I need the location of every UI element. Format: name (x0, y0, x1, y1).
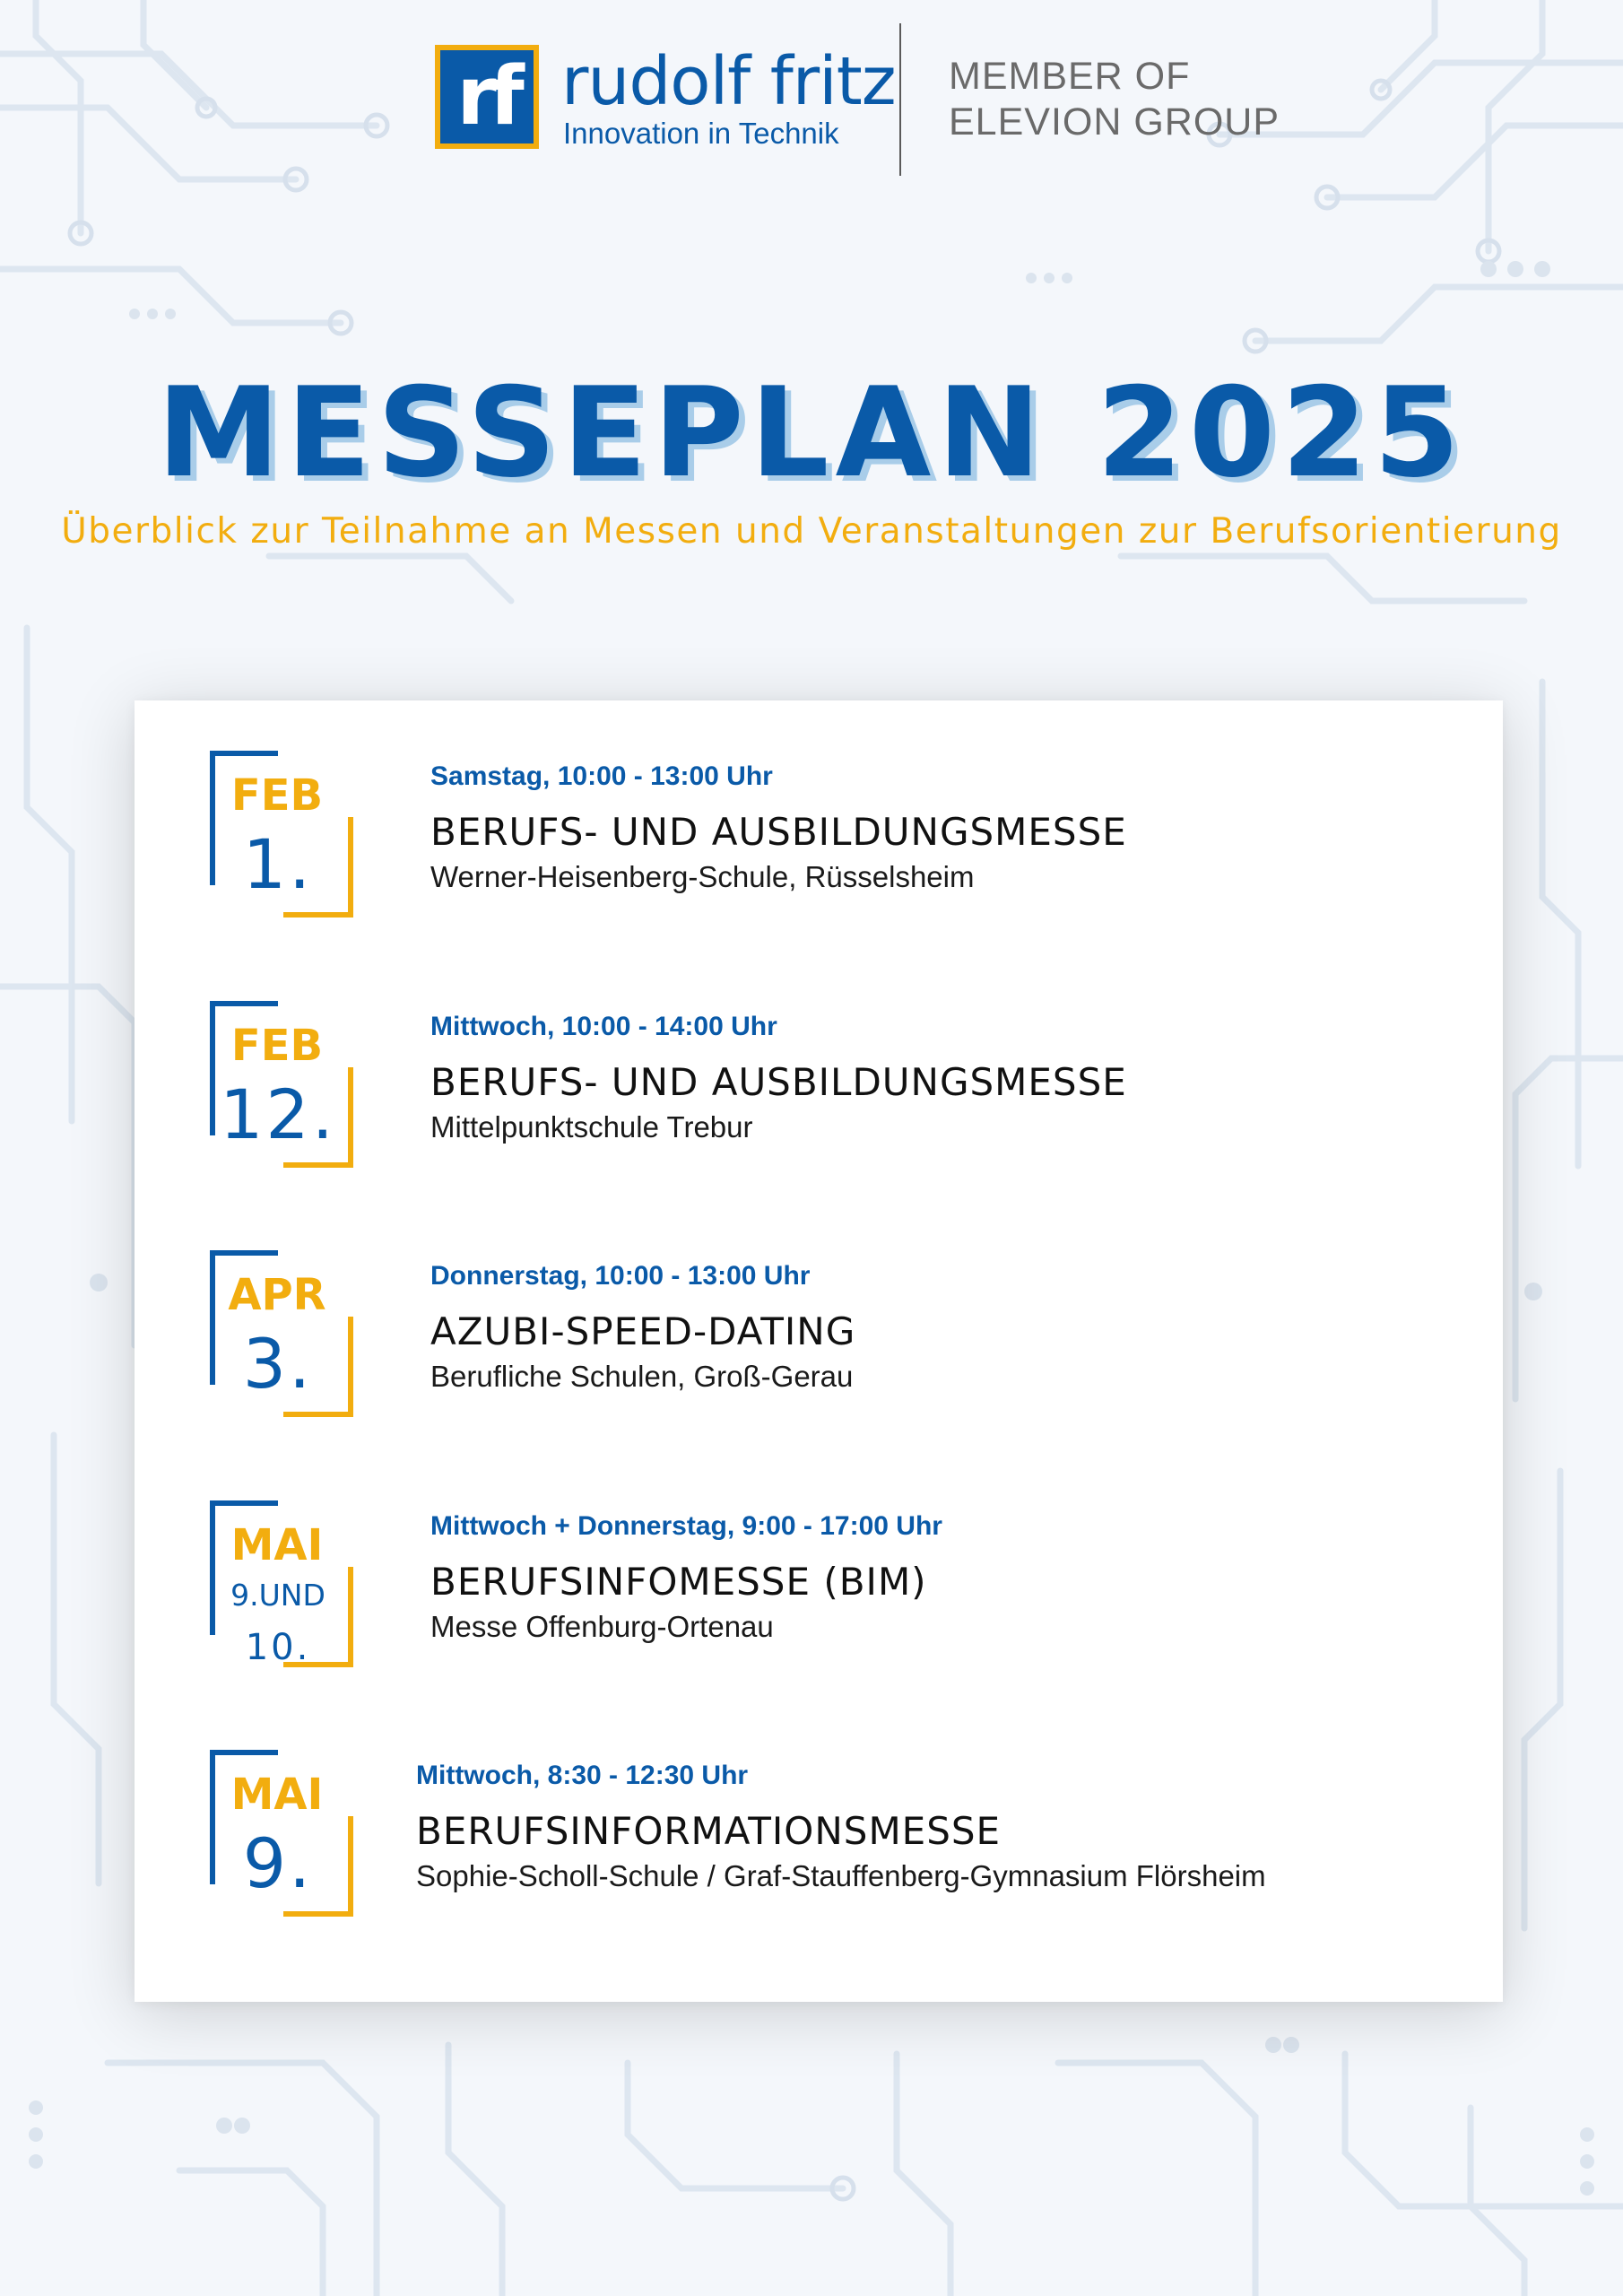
event-title: BERUFSINFOMESSE (BIM) (430, 1560, 927, 1604)
event-title: BERUFSINFORMATIONSMESSE (416, 1809, 1002, 1853)
page-title: MESSEPLAN 2025 (157, 361, 1466, 505)
event-time: Mittwoch, 10:00 - 14:00 Uhr (430, 1012, 777, 1041)
event-day: 3. (242, 1324, 314, 1404)
event-title: AZUBI-SPEED-DATING (430, 1309, 856, 1353)
event-venue: Berufliche Schulen, Groß-Gerau (430, 1360, 854, 1393)
event-time: Samstag, 10:00 - 13:00 Uhr (430, 761, 773, 791)
event-title: BERUFS- UND AUSBILDUNGSMESSE (430, 1060, 1127, 1104)
company-logo-mark: rf (435, 45, 539, 149)
event-month: FEB (230, 770, 324, 821)
event-venue: Werner-Heisenberg-Schule, Rüsselsheim (430, 860, 975, 893)
event-time: Mittwoch + Donnerstag, 9:00 - 17:00 Uhr (430, 1511, 942, 1541)
event-venue: Sophie-Scholl-Schule / Graf-Stauffenberg-Gymnasium Flörsheim (416, 1859, 1266, 1892)
company-tagline: Innovation in Technik (563, 117, 839, 150)
event-month: FEB (230, 1021, 324, 1071)
header-divider (899, 23, 901, 176)
event-day: 9. (242, 1823, 314, 1903)
company-name: rudolf fritz (561, 43, 896, 120)
event-day-range-start: 9.UND (230, 1578, 325, 1613)
date-badge (210, 1500, 353, 1671)
group-name-label: ELEVION GROUP (949, 100, 1280, 144)
event-venue: Messe Offenburg-Ortenau (430, 1610, 774, 1643)
event-month: APR (228, 1270, 326, 1320)
event-title: BERUFS- UND AUSBILDUNGSMESSE (430, 810, 1127, 854)
member-of-label: MEMBER OF (949, 55, 1191, 98)
date-badge (210, 1250, 353, 1421)
date-badge (210, 751, 353, 921)
date-badge (210, 1001, 353, 1171)
page-subtitle: Überblick zur Teilnahme an Messen und Veranstaltungen zur Berufsorientierung (61, 511, 1562, 552)
event-item (135, 700, 1503, 904)
event-day-range-end: 10. (245, 1627, 311, 1668)
event-item (135, 951, 1503, 1154)
event-day: 12. (220, 1074, 336, 1154)
event-item (135, 1200, 1503, 1404)
event-list-card (135, 700, 1503, 2002)
event-month: MAI (230, 1770, 324, 1820)
event-month: MAI (230, 1520, 324, 1570)
date-badge (210, 1750, 353, 1920)
event-time: Mittwoch, 8:30 - 12:30 Uhr (416, 1761, 749, 1790)
event-venue: Mittelpunktschule Trebur (430, 1110, 753, 1144)
event-day: 1. (242, 824, 314, 904)
event-item (135, 1450, 1503, 1668)
event-item (135, 1700, 1503, 1903)
event-time: Donnerstag, 10:00 - 13:00 Uhr (430, 1261, 811, 1291)
